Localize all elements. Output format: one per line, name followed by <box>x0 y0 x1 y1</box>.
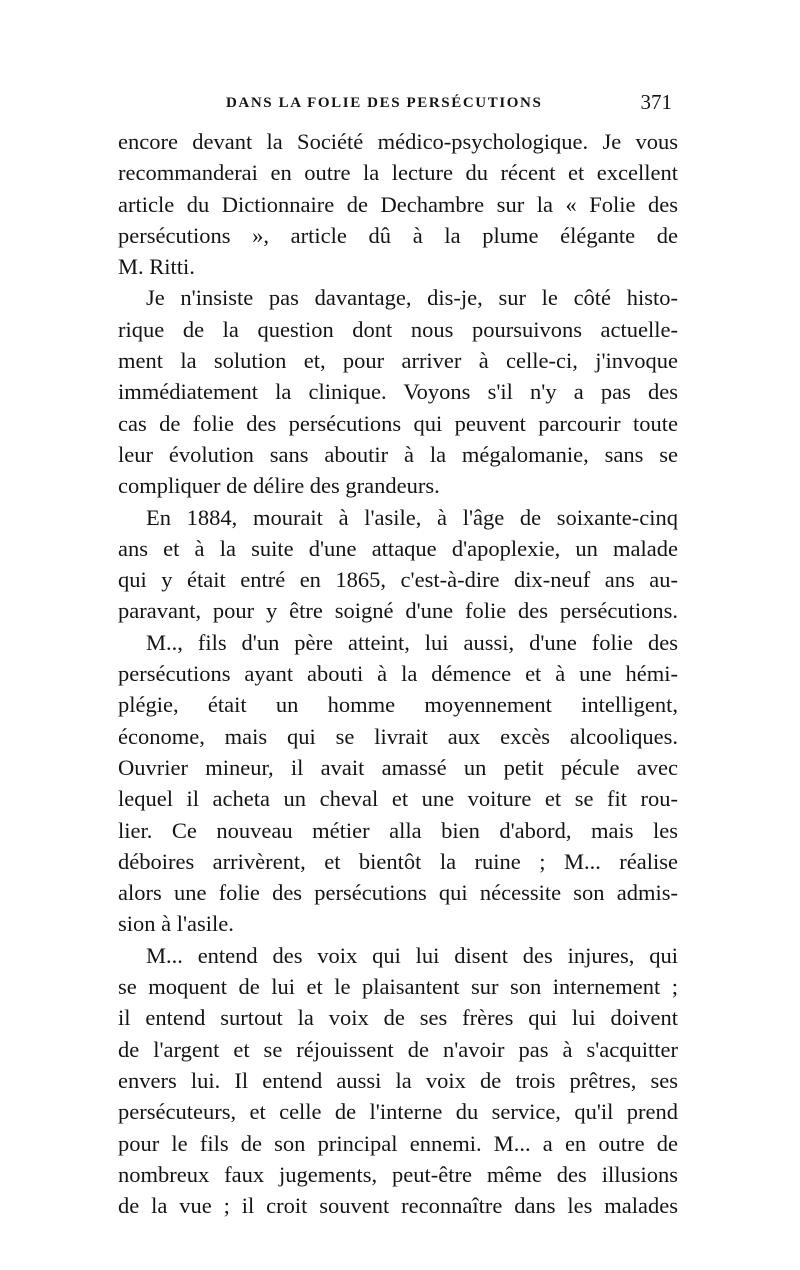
text-line: M. Ritti. <box>118 254 195 280</box>
text-line: M.., fils d'un père atteint, lui aussi, d'une folie des <box>146 629 678 655</box>
text-line: Ouvrier mineur, il avait amassé un petit pécule avec <box>118 754 678 780</box>
text-line: recommanderai en outre la lecture du récent et excellent <box>118 160 678 186</box>
text-line: se moquent de lui et le plaisantent sur son internement ; <box>118 974 678 1000</box>
text-line: de l'argent et se réjouissent de n'avoir pas à s'acquitter <box>118 1036 678 1062</box>
text-line: pour le fils de son principal ennemi. M... a en outre de <box>118 1130 678 1156</box>
text-line: M... entend des voix qui lui disent des injures, qui <box>146 942 678 968</box>
text-line: paravant, pour y être soigné d'une folie des persécutions. <box>118 598 678 624</box>
text-line: immédiatement la clinique. Voyons s'il n'y a pas des <box>118 379 678 405</box>
text-line: lequel il acheta un cheval et une voiture et se fit rou- <box>118 786 678 812</box>
text-line: compliquer de délire des grandeurs. <box>118 473 440 499</box>
text-line: ans et à la suite d'une attaque d'apoplexie, un malade <box>118 535 678 561</box>
text-line: plégie, était un homme moyennement intelligent, <box>118 692 678 718</box>
text-line: déboires arrivèrent, et bientôt la ruine ; M... réalise <box>118 848 678 874</box>
text-line: leur évolution sans aboutir à la mégalomanie, sans se <box>118 441 678 467</box>
text-line: encore devant la Société médico-psychologique. Je vous <box>118 129 678 154</box>
text-line: persécutions », article dû à la plume élégante de <box>118 222 678 248</box>
text-line: cas de folie des persécutions qui peuvent parcourir toute <box>118 410 678 436</box>
text-line: rique de la question dont nous poursuivons actuelle- <box>118 316 678 342</box>
text-line: sion à l'asile. <box>118 911 234 937</box>
text-line: il entend surtout la voix de ses frères qui lui doivent <box>118 1005 678 1031</box>
text-line: Je n'insiste pas davantage, dis-je, sur le côté histo- <box>146 285 678 311</box>
body-text <box>118 126 678 1221</box>
text-line: économe, mais qui se livrait aux excès alcooliques. <box>118 723 678 749</box>
text-line: persécutions ayant abouti à la démence et à une hémi- <box>118 661 678 687</box>
text-line: ment la solution et, pour arriver à celle-ci, j'invoque <box>118 348 678 374</box>
page-number: 371 <box>640 90 672 114</box>
text-line: de la vue ; il croit souvent reconnaître dans les malades <box>118 1193 678 1219</box>
text-line: nombreux faux jugements, peut-être même des illusions <box>118 1161 678 1187</box>
text-line: alors une folie des persécutions qui nécessite son admis- <box>118 880 678 906</box>
running-title: DANS LA FOLIE DES PERSÉCUTIONS <box>226 95 543 111</box>
text-line: persécuteurs, et celle de l'interne du service, qu'il prend <box>118 1099 678 1125</box>
text-line: qui y était entré en 1865, c'est-à-dire dix-neuf ans au- <box>118 567 678 593</box>
text-line: envers lui. Il entend aussi la voix de trois prêtres, ses <box>118 1067 678 1093</box>
text-line: article du Dictionnaire de Dechambre sur la « Folie des <box>118 191 678 217</box>
text-line: En 1884, mourait à l'asile, à l'âge de soixante-cinq <box>146 504 678 530</box>
running-head <box>118 90 678 120</box>
text-line: lier. Ce nouveau métier alla bien d'abord, mais les <box>118 817 678 843</box>
